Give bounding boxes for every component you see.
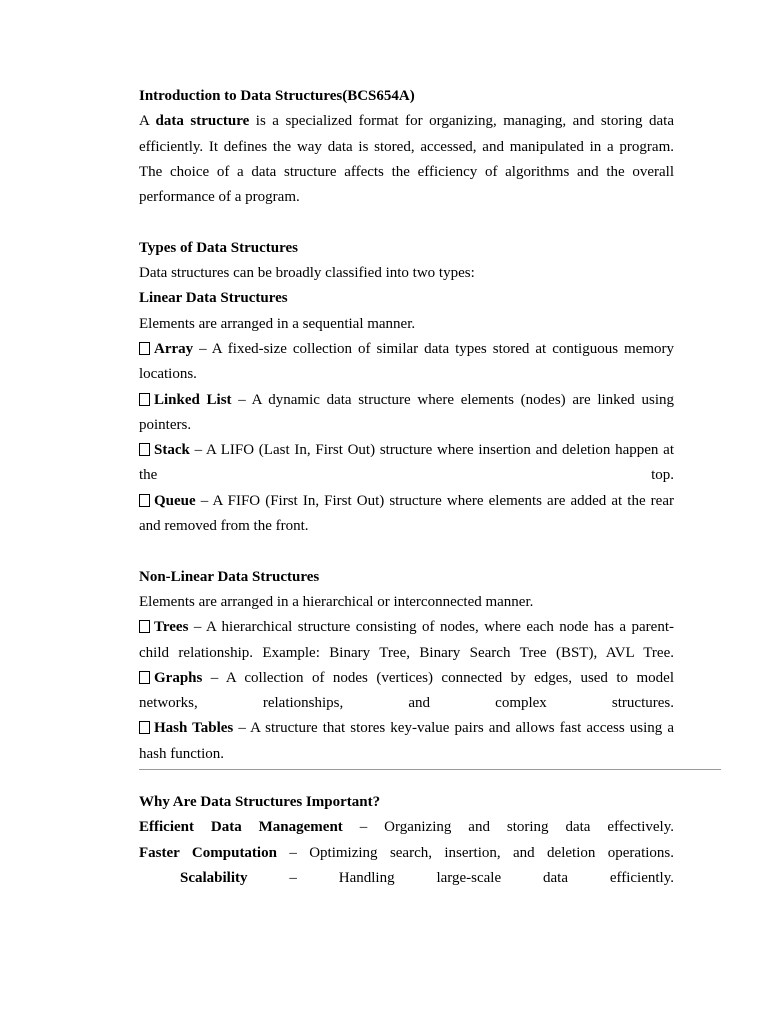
scalability-term: Scalability <box>180 869 248 886</box>
intro-term: data structure <box>155 113 250 130</box>
linear-heading: Linear Data Structures <box>139 290 288 307</box>
list-item-queue <box>139 489 674 514</box>
doc-title: Introduction to Data Structures(BCS654A) <box>139 88 415 104</box>
intro-lead: A <box>139 113 156 130</box>
nonlinear-desc: Elements are arranged in a hierarchical or interconnected manner. <box>139 593 534 610</box>
graphs-desc-cont: networks, relationships, and complex structures. <box>139 695 674 712</box>
list-item-array <box>139 337 674 362</box>
intro-line-1-rest: is a specialized format for organizing, managing, and storing data <box>249 113 674 130</box>
hash-tables-desc-cont: hash function. <box>139 745 224 762</box>
graphs-term: Graphs <box>154 669 203 686</box>
linked-list-term: Linked List <box>154 391 232 408</box>
bullet-box-icon <box>139 721 150 734</box>
intro-line-4: performance of a program. <box>139 189 300 206</box>
scalability-desc: – Handling large-scale data efficiently. <box>247 869 674 886</box>
stack-desc-cont: the top. <box>139 467 674 484</box>
faster-desc: – Optimizing search, insertion, and deletion operations. <box>276 844 674 861</box>
list-item-stack <box>139 438 674 463</box>
list-item-hash-tables <box>139 716 674 741</box>
trees-term: Trees <box>154 619 189 636</box>
document-page <box>139 84 674 767</box>
importance-item-faster <box>139 841 674 866</box>
bullet-box-icon <box>139 494 150 507</box>
efficient-term: Efficient Data Management <box>139 819 343 836</box>
bullet-box-icon <box>139 671 150 684</box>
list-item-graphs <box>139 666 674 691</box>
intro-line-3: The choice of a data structure affects the efficiency of algorithms and the overall <box>139 163 674 180</box>
linked-list-desc: – A dynamic data structure where elements (nodes) are linked using <box>231 391 674 408</box>
types-heading: Types of Data Structures <box>139 239 299 256</box>
bullet-box-icon <box>139 443 150 456</box>
efficient-desc: – Organizing and storing data effectively. <box>342 819 674 836</box>
horizontal-rule <box>139 769 721 770</box>
list-item-linked-list <box>139 388 674 413</box>
intro-line-1 <box>139 109 674 134</box>
bullet-box-icon <box>139 342 150 355</box>
types-intro: Data structures can be broadly classified into two types: <box>139 265 475 282</box>
bullet-box-icon <box>139 393 150 406</box>
hash-tables-desc: – A structure that stores key-value pairs and allows fast access using a <box>233 720 674 737</box>
spacer <box>139 210 674 235</box>
queue-desc-cont: and removed from the front. <box>139 518 309 535</box>
nonlinear-heading: Non-Linear Data Structures <box>139 568 320 585</box>
array-desc-cont: locations. <box>139 366 197 383</box>
stack-term: Stack <box>154 442 190 459</box>
importance-item-scalability <box>139 866 674 891</box>
linear-desc: Elements are arranged in a sequential manner. <box>139 315 416 332</box>
bullet-box-icon <box>139 620 150 633</box>
queue-term: Queue <box>154 492 196 509</box>
intro-line-2: efficiently. It defines the way data is stored, accessed, and manipulated in a program. <box>139 138 674 155</box>
faster-term: Faster Computation <box>139 844 277 861</box>
spacer <box>139 539 674 564</box>
trees-desc: – A hierarchical structure consisting of nodes, where each node has a parent- <box>188 619 674 636</box>
graphs-desc: – A collection of nodes (vertices) connected by edges, used to model <box>202 669 674 686</box>
importance-item-efficient <box>139 815 674 840</box>
hash-tables-term: Hash Tables <box>154 720 234 737</box>
importance-heading: Why Are Data Structures Important? <box>139 794 381 810</box>
array-term: Array <box>154 340 194 357</box>
array-desc: – A fixed-size collection of similar data types stored at contiguous memory <box>193 340 674 357</box>
list-item-trees <box>139 615 674 640</box>
stack-desc: – A LIFO (Last In, First Out) structure where insertion and deletion happen at <box>189 442 674 459</box>
linked-list-desc-cont: pointers. <box>139 416 192 433</box>
trees-desc-cont: child relationship. Example: Binary Tree, Binary Search Tree (BST), AVL Tree. <box>139 644 674 661</box>
importance-section <box>139 790 674 891</box>
queue-desc: – A FIFO (First In, First Out) structure where elements are added at the rear <box>195 492 674 509</box>
